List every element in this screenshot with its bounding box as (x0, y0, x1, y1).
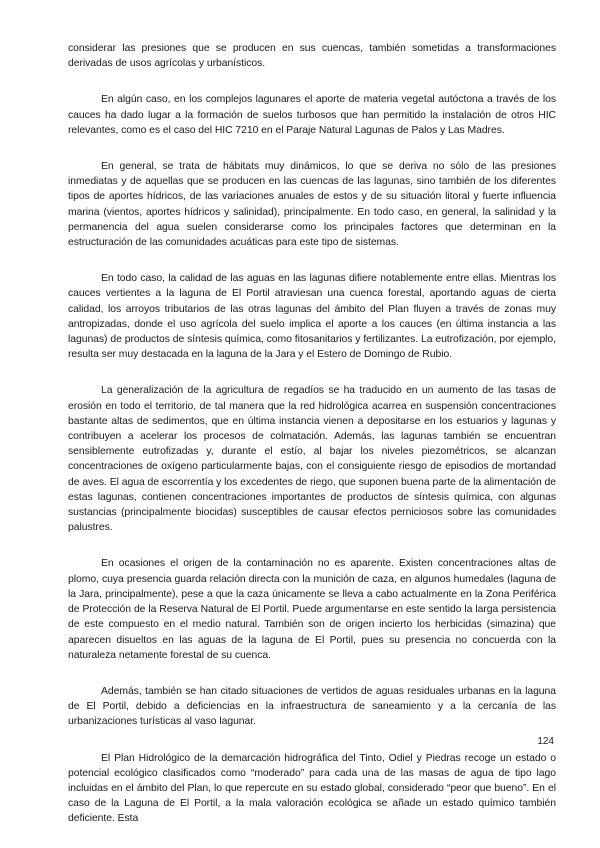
paragraph-2: En algún caso, en los complejos lagunares el aporte de materia vegetal autóctona a través de los cauces ha dado lugar a la formación de suelos turbosos que han permitido la instalación de otros HIC relevantes, como es el caso del HIC 7210 en el Paraje Natural Lagunas de Palos y Las Madres. (68, 94, 556, 136)
paragraph-6: En ocasiones el origen de la contaminación no es aparente. Existen concentraciones altas de plomo, cuya presencia guarda relación directa con la munición de caza, en algunos humedales (laguna de la Jara, principalmente), pese a que la caza únicamente se lleva a cabo actualmente en la Zona Periférica de Protección de la Reserva Natural de El Portil. Puede argumentarse en este sentido la larga persistencia de este compuesto en el medio natural. También son de origen incierto los herbicidas (simazina) que aparecen disueltos en las aguas de la laguna de El Portil, pues su presencia no concuerda con la naturaleza netamente forestal de su cuenca. (68, 558, 556, 661)
paragraph-3: En general, se trata de hábitats muy dinámicos, lo que se deriva no sólo de las presiones inmediatas y de aquellas que se producen en las cuencas de las lagunas, sino también de los diferentes tipos de aportes hídricos, de las variaciones anuales de estos y de su situación litoral y fuerte influencia marina (vientos, aportes hídricos y salinidad), principalmente. En todo caso, en general, la salinidad y la permanencia del agua suelen considerarse como los principales factores que determinan en la estructuración de las comunidades acuáticas para este tipo de sistemas. (68, 161, 556, 249)
paragraph-8: El Plan Hidrológico de la demarcación hidrográfica del Tinto, Odiel y Piedras recoge un estado o potencial ecológico clasificados como “moderado” para cada una de las masas de agua de tipo lago incluidas en el ámbito del Plan, lo que repercute en su estado global, considerado “peor que bueno”. En el caso de la Laguna de El Portil, a la mala valoración ecológica se añade un estado químico también deficiente. Esta (68, 752, 556, 825)
paragraph-7: Además, también se han citado situaciones de vertidos de aguas residuales urbanas en la laguna de El Portil, debido a deficiencias en la infraestructura de saneamiento y a la cercanía de las urbanizaciones turísticas al vaso lagunar. (68, 685, 556, 728)
document-page (68, 41, 556, 848)
paragraph-1: considerar las presiones que se producen en sus cuencas, también sometidas a transformaciones derivadas de usos agrícolas y urbanísticos. (68, 43, 556, 70)
paragraph-4: En todo caso, la calidad de las aguas en las lagunas difiere notablemente entre ellas. Mientras los cauces vertientes a la laguna de El Portil atraviesan una cuenca forestal, aportando aguas de cierta calidad, los arroyos tributarios de las otras lagunas del ámbito del Plan fluyen a través de zonas muy antropizadas, donde el uso agrícola del suelo implica el aporte a los cauces (en última instancia a las lagunas) de productos de síntesis química, como fitosanitarios y fertilizantes. La eutrofización, por ejemplo, resulta ser muy destacada en la laguna de la Jara y el Estero de Domingo de Rubio. (68, 273, 556, 361)
paragraph-5: La generalización de la agricultura de regadíos se ha traducido en un aumento de las tasas de erosión en todo el territorio, de tal manera que la red hidrológica acarrea en suspensión concentraciones bastante altas de sedimentos, que en última instancia vienen a depositarse en los estuarios y lagunas y contribuyen a acelerar los procesos de colmatación. Además, las lagunas también se encuentran sensiblemente eutrofizadas y, durante el estío, al bajar los niveles piezométricos, se alcanzan concentraciones de oxígeno particularmente bajas, con el consiguiente riesgo de episodios de mortandad de aves. El agua de escorrentía y los excedentes de riego, que suponen buena parte de la alimentación de estas lagunas, contienen concentraciones importantes de productos de síntesis química, con algunas sustancias (principalmente biocidas) susceptibles de causar efectos perniciosos sobre las comunidades palustres. (68, 385, 556, 534)
page-number: 124 (537, 736, 554, 747)
